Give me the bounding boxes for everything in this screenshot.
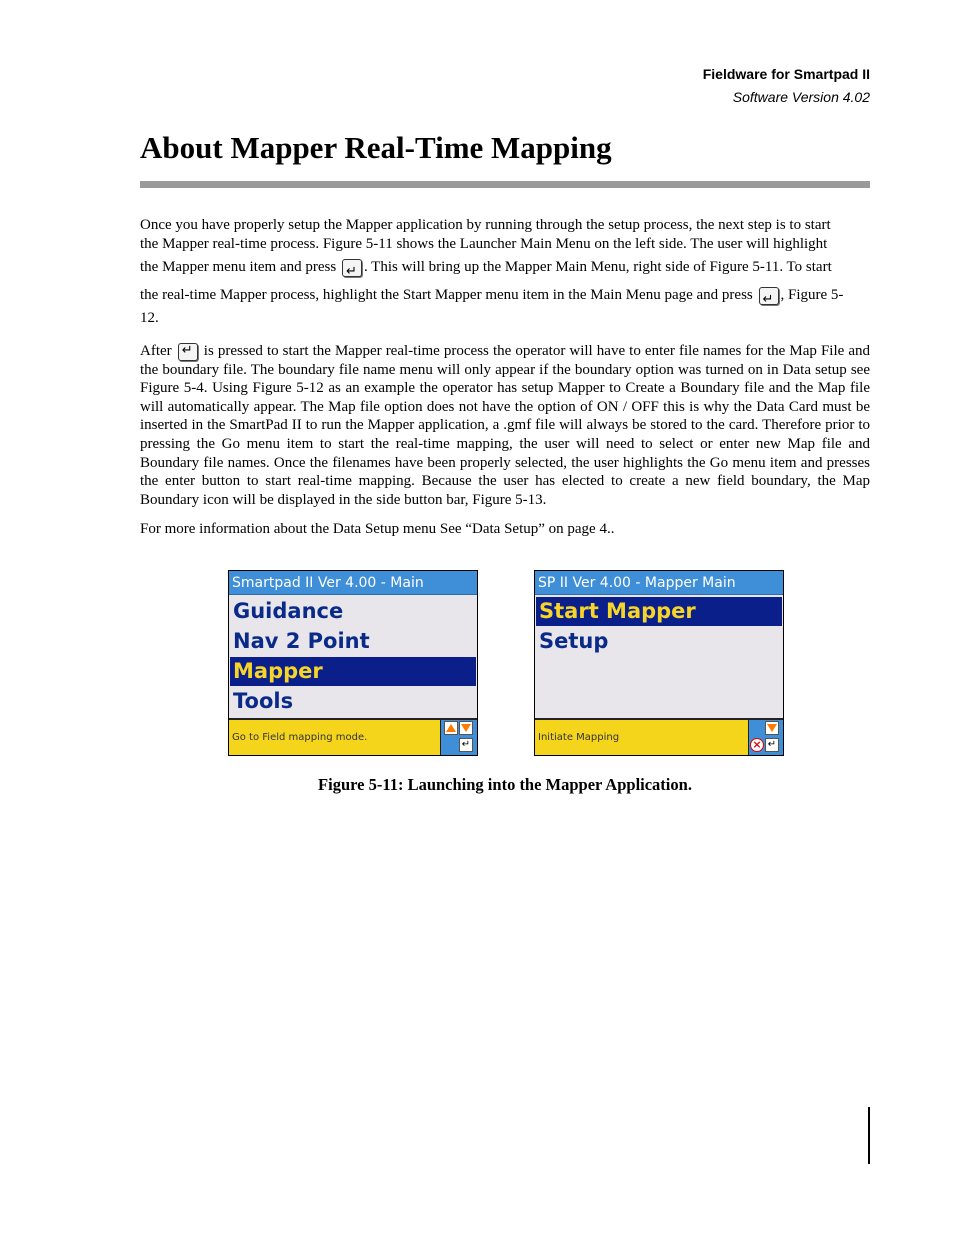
cancel-icon[interactable]: × [750,738,764,752]
enter-key-icon [342,259,362,277]
screen-statusbar [229,718,477,755]
arrow-up-icon[interactable] [444,721,458,735]
paragraph-line [140,281,870,309]
paragraph-line: Once you have properly setup the Mapper application by running through the setup process, the next step is to start [140,217,831,233]
header-version: Software Version 4.02 [732,89,870,105]
paragraph-intro [140,216,870,328]
menu-item-mapper[interactable]: Mapper [230,657,476,686]
header-product: Fieldware for Smartpad II [702,66,870,82]
paragraph-text: , Figure 5- [780,287,844,304]
title-rule [140,181,870,188]
menu-item-tools[interactable]: Tools [233,689,294,713]
paragraph-text: the real-time Mapper process, highlight the Start Mapper menu item in the Main Menu page and press [140,287,757,304]
enter-key-icon [178,343,198,361]
status-text: Go to Field mapping mode. [232,732,368,743]
screen-titlebar: Smartpad II Ver 4.00 - Main [229,571,477,595]
menu-item-guidance[interactable]: Guidance [233,599,344,623]
menu-item-nav-2-point[interactable]: Nav 2 Point [233,629,370,653]
arrow-down-icon[interactable] [459,721,473,735]
side-button-bar [748,720,783,755]
paragraph-line [140,253,870,281]
paragraph-line: the Mapper real-time process. Figure 5-11 shows the Launcher Main Menu on the left side. The user will highlight [140,235,828,252]
paragraph-filenames [140,342,870,509]
enter-key-icon[interactable]: ↵ [459,738,473,752]
screen-titlebar: SP II Ver 4.00 - Mapper Main [535,571,783,595]
side-button-bar [440,720,477,755]
paragraph-line: 12. [140,310,159,327]
page-title: About Mapper Real-Time Mapping [140,130,612,165]
paragraph-more-info: For more information about the Data Setup menu See “Data Setup” on page 4.. [140,521,615,537]
paragraph-text: the Mapper menu item and press [140,259,340,276]
figure-caption: Figure 5-11: Launching into the Mapper Application. [318,775,692,794]
margin-rule [868,1107,870,1164]
menu-item-setup[interactable]: Setup [539,629,609,653]
launcher-main-menu-screen [228,570,478,756]
screen-statusbar [535,718,783,755]
menu-item-start-mapper[interactable]: Start Mapper [536,597,782,626]
paragraph-text: . This will bring up the Mapper Main Menu, right side of Figure 5-11. To start [363,259,832,276]
status-text: Initiate Mapping [538,732,620,743]
mapper-main-menu-screen [534,570,784,756]
paragraph-text: After [140,343,176,359]
enter-key-icon[interactable]: ↵ [765,738,779,752]
paragraph-text: is pressed to start the Mapper real-time process the operator will have to enter file names for the Map File and the boundary file. The boundary file name menu will only appear if the boundary option was turned on in Data setup see Figure 5-4. Using Figure 5-12 as an example the operator has setup Mapper to Create a Boundary file and the Map file will automatically appear. The Map file option does not have the option of ON / OFF this is why the Data Card must be inserted in the SmartPad II to run the Mapper application, a .gmf file will always be stored to the card. Therefore prior to pressing the Go menu item to start the real-time mapping, the user will need to select or enter new Map file and Boundary file names. Once the filenames have been properly selected, the user highlights the Go menu item and presses the enter button to start real-time mapping. Because the user has elected to create a new field boundary, the Map Boundary icon will be displayed in the side button bar, Figure 5-13. [140,343,871,508]
enter-key-icon [759,287,779,305]
screen-menu [229,596,477,720]
screen-menu [535,596,783,720]
arrow-down-icon[interactable] [765,721,779,735]
